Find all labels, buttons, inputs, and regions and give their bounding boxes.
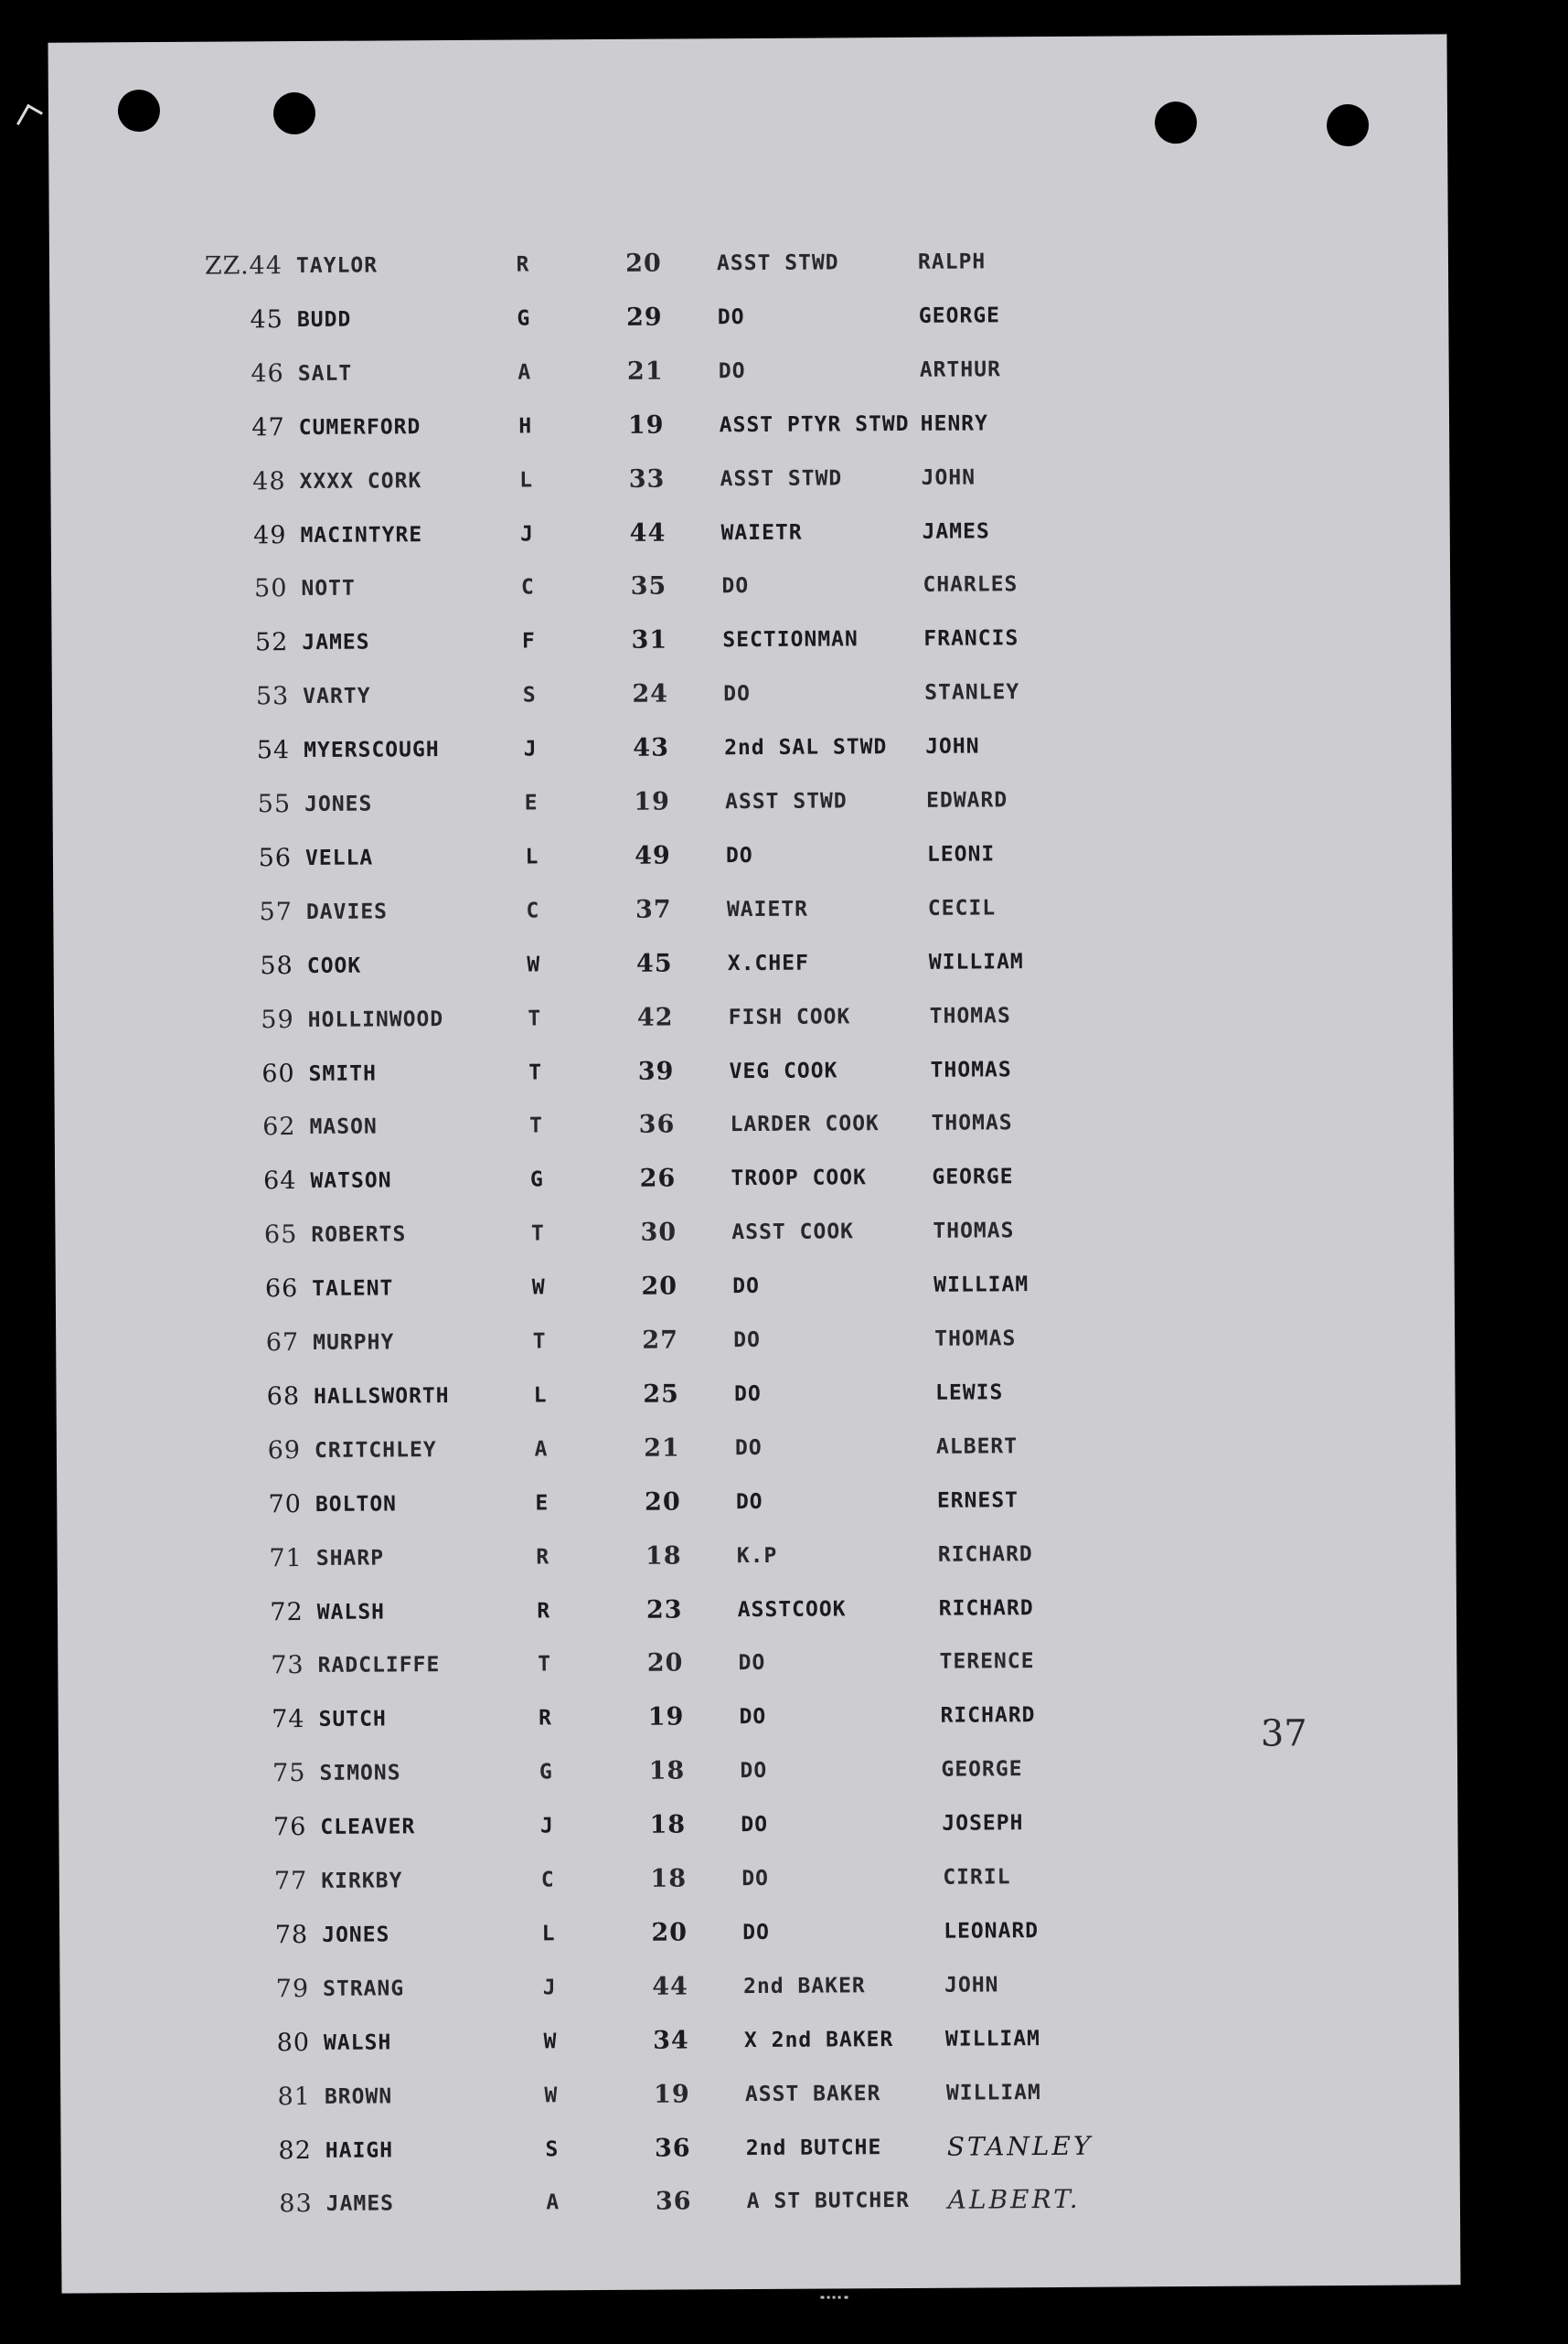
- age: 18: [650, 1864, 688, 1893]
- age: 21: [644, 1433, 680, 1463]
- surname: VELLA: [304, 846, 374, 870]
- crew-row: [68, 1425, 1467, 1470]
- rating: SECTIONMAN: [722, 627, 859, 653]
- punch-hole: [118, 90, 160, 132]
- first-name: ARTHUR: [919, 357, 1001, 382]
- rating: DO: [734, 1381, 762, 1407]
- row-number: 69: [267, 1435, 302, 1465]
- initial: J: [523, 737, 538, 762]
- rating: ASST STWD: [716, 250, 839, 276]
- crew-row: [67, 1371, 1466, 1416]
- age: 19: [654, 2080, 690, 2109]
- age: 35: [630, 571, 667, 602]
- row-number: 57: [259, 897, 293, 927]
- crew-row: [63, 1156, 1462, 1201]
- crew-row: [80, 2179, 1478, 2224]
- crew-row: [69, 1533, 1468, 1578]
- surname: CUMERFORD: [298, 414, 421, 440]
- initial: T: [530, 1221, 545, 1246]
- crew-row: [64, 1209, 1463, 1254]
- row-number: 46: [251, 358, 284, 389]
- row-number: 50: [253, 574, 288, 603]
- first-name: WILLIAM: [945, 2080, 1041, 2105]
- rating: DO: [742, 1920, 770, 1944]
- initial: T: [528, 1007, 542, 1031]
- first-name: STANLEY: [946, 2130, 1093, 2162]
- surname: TALENT: [312, 1276, 394, 1302]
- first-name: JOHN: [921, 465, 976, 490]
- row-number: 72: [270, 1597, 304, 1626]
- surname: JAMES: [325, 2191, 395, 2217]
- crew-row: [53, 456, 1452, 501]
- first-name: RICHARD: [940, 1703, 1036, 1729]
- initial: J: [520, 521, 535, 547]
- age: 43: [633, 733, 670, 762]
- age: 18: [649, 1810, 687, 1839]
- first-name: ERNEST: [936, 1487, 1019, 1513]
- surname: SHARP: [315, 1546, 385, 1571]
- surname: JONES: [322, 1923, 390, 1947]
- row-number: 54: [256, 736, 291, 765]
- crew-row: [59, 887, 1458, 932]
- age: 19: [627, 410, 665, 440]
- initial: R: [539, 1706, 553, 1731]
- row-number: 70: [268, 1489, 302, 1518]
- age: 39: [637, 1057, 675, 1086]
- first-name: LEONARD: [944, 1919, 1040, 1944]
- age: 19: [634, 787, 670, 816]
- first-name: CECIL: [927, 896, 997, 921]
- initial: W: [544, 2083, 559, 2108]
- age: 34: [653, 2026, 689, 2055]
- rating: DO: [732, 1274, 761, 1299]
- initial: C: [526, 899, 540, 923]
- rating: DO: [734, 1435, 763, 1460]
- first-name: RALPH: [917, 250, 987, 274]
- first-name: CHARLES: [923, 572, 1019, 598]
- surname: CRITCHLEY: [314, 1437, 437, 1463]
- surname: JAMES: [302, 630, 370, 655]
- initial: C: [520, 575, 535, 600]
- age: 26: [639, 1164, 677, 1194]
- crew-row: [76, 1964, 1475, 2008]
- crew-row: [59, 833, 1457, 878]
- row-number: 68: [266, 1381, 301, 1412]
- age: 23: [645, 1594, 683, 1625]
- first-name: GEORGE: [941, 1757, 1023, 1782]
- first-name: LEONI: [926, 842, 996, 867]
- page-number: 37: [1260, 1712, 1307, 1755]
- rating: ASSTCOOK: [737, 1596, 847, 1622]
- rating: FISH COOK: [728, 1004, 851, 1029]
- surname: COOK: [306, 954, 362, 978]
- first-name: ALBERT.: [947, 2184, 1081, 2216]
- initial: E: [535, 1491, 549, 1516]
- first-name: CIRIL: [943, 1865, 1011, 1890]
- initial: H: [518, 414, 533, 439]
- rating: DO: [733, 1327, 761, 1353]
- first-name: STANLEY: [924, 680, 1020, 706]
- initial: C: [540, 1868, 555, 1892]
- crew-row: [53, 510, 1452, 555]
- initial: A: [534, 1437, 549, 1462]
- row-number: 76: [272, 1813, 307, 1842]
- row-number: 74: [272, 1705, 305, 1734]
- row-number: 59: [261, 1005, 294, 1034]
- age: 19: [647, 1702, 685, 1732]
- initial: L: [533, 1383, 548, 1408]
- surname: WALSH: [323, 2030, 392, 2055]
- surname: SUTCH: [318, 1707, 387, 1732]
- crew-row: [77, 2018, 1476, 2062]
- first-name: ALBERT: [935, 1434, 1019, 1459]
- row-number: 79: [275, 1974, 310, 2004]
- age: 21: [626, 357, 664, 386]
- first-name: TERENCE: [939, 1649, 1035, 1675]
- crew-row: [61, 995, 1460, 1039]
- age: 29: [625, 303, 663, 332]
- rating: DO: [735, 1489, 763, 1514]
- rating: 2nd BAKER: [743, 1974, 866, 1998]
- rating: DO: [718, 358, 746, 384]
- surname: BROWN: [324, 2084, 393, 2109]
- row-number: 83: [279, 2190, 313, 2219]
- row-number: 80: [276, 2028, 311, 2057]
- row-number: 71: [269, 1543, 303, 1572]
- age: 20: [645, 1487, 681, 1517]
- row-number: 45: [250, 305, 283, 335]
- row-number: 62: [262, 1113, 296, 1142]
- initial: J: [542, 1976, 557, 2000]
- first-name: RICHARD: [937, 1541, 1033, 1567]
- age: 27: [642, 1326, 679, 1355]
- first-name: THOMAS: [929, 1003, 1011, 1028]
- rating: DO: [738, 1651, 766, 1676]
- first-name: THOMAS: [933, 1219, 1015, 1243]
- first-name: JOHN: [925, 734, 980, 759]
- crew-row: [51, 348, 1450, 393]
- age: 49: [635, 841, 671, 870]
- age: 44: [629, 518, 667, 548]
- rating: DO: [739, 1705, 767, 1730]
- age: 31: [631, 625, 668, 655]
- surname: MASON: [309, 1114, 378, 1140]
- first-name: HENRY: [920, 411, 989, 436]
- row-number: 81: [277, 2082, 312, 2111]
- surname: XXXX CORK: [299, 468, 422, 494]
- punch-hole: [273, 92, 315, 134]
- crew-row: [66, 1317, 1465, 1362]
- initial: S: [545, 2136, 560, 2161]
- rating: ASST COOK: [731, 1220, 855, 1245]
- surname: RADCLIFFE: [317, 1653, 441, 1678]
- crew-row: [55, 618, 1454, 663]
- crew-row: [71, 1641, 1470, 1686]
- surname: WATSON: [310, 1168, 392, 1194]
- surname: BOLTON: [315, 1492, 398, 1517]
- bottom-stamp-mark: [821, 2296, 848, 2311]
- initial: T: [532, 1329, 547, 1354]
- row-number: 55: [257, 790, 292, 819]
- crew-row: [62, 1103, 1461, 1147]
- rating: ASST BAKER: [744, 2081, 881, 2106]
- crew-row: [78, 2072, 1477, 2116]
- surname: TAYLOR: [295, 253, 379, 279]
- crew-row: [79, 2126, 1477, 2170]
- row-number: 56: [258, 843, 293, 873]
- row-number: 78: [274, 1920, 309, 1950]
- crew-row: [75, 1910, 1474, 1955]
- row-number: 75: [272, 1759, 306, 1788]
- first-name: FRANCIS: [923, 626, 1019, 652]
- first-name: JAMES: [922, 518, 990, 544]
- crew-row: [50, 294, 1449, 339]
- row-number: 58: [260, 951, 293, 980]
- rating: DO: [717, 304, 745, 330]
- initial: G: [539, 1760, 553, 1785]
- initial: A: [546, 2190, 560, 2215]
- crew-row: [56, 671, 1455, 716]
- rating: LARDER COOK: [730, 1112, 880, 1137]
- crew-row: [72, 1748, 1471, 1793]
- age: 20: [625, 249, 662, 278]
- surname: MURPHY: [313, 1330, 395, 1355]
- rating: DO: [721, 574, 750, 599]
- age: 18: [645, 1541, 682, 1571]
- initial: T: [538, 1652, 552, 1677]
- first-name: JOSEPH: [942, 1811, 1024, 1836]
- initial: L: [541, 1922, 556, 1946]
- initial: W: [527, 953, 541, 977]
- age: 44: [652, 1972, 688, 2001]
- rating: DO: [741, 1813, 769, 1838]
- first-name: THOMAS: [931, 1111, 1013, 1136]
- age: 20: [641, 1272, 678, 1301]
- row-number: 66: [264, 1274, 299, 1304]
- rating: 2nd BUTCHE: [745, 2135, 882, 2160]
- crew-row: [52, 402, 1451, 447]
- age: 25: [643, 1380, 679, 1409]
- rating: WAIETR: [720, 520, 803, 545]
- age: 37: [635, 895, 672, 924]
- initial: G: [529, 1167, 544, 1192]
- document-page: [48, 34, 1460, 2293]
- initial: A: [517, 360, 532, 385]
- surname: WALSH: [316, 1599, 386, 1625]
- first-name: JOHN: [944, 1973, 999, 1998]
- age: 20: [646, 1648, 684, 1678]
- row-number: ZZ.44: [204, 251, 283, 281]
- crew-row: [58, 779, 1456, 824]
- row-number: 52: [254, 628, 289, 657]
- age: 36: [654, 2133, 691, 2163]
- crew-row: [65, 1263, 1464, 1308]
- surname: JONES: [304, 792, 373, 816]
- initial: S: [522, 683, 537, 708]
- row-number: 65: [263, 1220, 298, 1250]
- surname: KIRKBY: [321, 1869, 403, 1893]
- initial: R: [537, 1598, 551, 1623]
- rating: X.CHEF: [727, 951, 809, 975]
- surname: HOLLINWOOD: [307, 1007, 444, 1032]
- surname: VARTY: [303, 684, 371, 709]
- rating: K.P: [736, 1543, 778, 1568]
- initial: E: [524, 791, 539, 815]
- surname: BUDD: [296, 307, 352, 332]
- row-number: 82: [278, 2136, 312, 2165]
- initial: T: [529, 1113, 544, 1138]
- initial: L: [525, 845, 539, 869]
- rating: ASST STWD: [720, 465, 843, 491]
- age: 24: [632, 679, 669, 709]
- row-number: 73: [271, 1651, 304, 1680]
- row-number: 64: [262, 1167, 297, 1196]
- crew-row: [60, 941, 1459, 986]
- surname: SALT: [297, 361, 353, 386]
- age: 42: [636, 1003, 674, 1032]
- first-name: THOMAS: [930, 1057, 1012, 1082]
- row-number: 77: [273, 1867, 308, 1896]
- initial: T: [528, 1060, 543, 1085]
- rating: DO: [725, 843, 753, 868]
- crew-row: [70, 1587, 1469, 1632]
- row-number: 60: [261, 1059, 295, 1088]
- rating: ASST PTYR STWD: [719, 411, 910, 437]
- surname: HALLSWORTH: [314, 1383, 450, 1409]
- surname: STRANG: [323, 1976, 405, 2001]
- rating: DO: [723, 682, 752, 707]
- age: 20: [651, 1918, 688, 1947]
- initial: R: [516, 252, 530, 277]
- surname: MACINTYRE: [300, 522, 423, 548]
- surname: ROBERTS: [311, 1222, 407, 1248]
- initial: W: [543, 2030, 558, 2054]
- rating: TROOP COOK: [731, 1166, 868, 1191]
- rating: ASST STWD: [725, 789, 848, 815]
- initial: G: [517, 306, 531, 331]
- crew-row: [62, 1049, 1461, 1093]
- crew-row: [69, 1479, 1467, 1524]
- rating: WAIETR: [726, 897, 809, 922]
- row-number: 67: [265, 1328, 300, 1358]
- first-name: THOMAS: [934, 1326, 1017, 1351]
- first-name: RICHARD: [938, 1595, 1034, 1621]
- crew-row: [54, 564, 1453, 609]
- rating: DO: [741, 1866, 770, 1891]
- surname: MYERSCOUGH: [304, 738, 440, 763]
- surname: SIMONS: [319, 1761, 401, 1786]
- row-number: 49: [253, 520, 287, 549]
- surname: DAVIES: [305, 900, 389, 924]
- row-number: 53: [255, 682, 290, 711]
- age: 30: [640, 1218, 677, 1247]
- initial: W: [531, 1275, 546, 1300]
- row-number: 48: [252, 466, 286, 495]
- punch-hole: [1155, 101, 1197, 144]
- crew-list: [48, 34, 1446, 2219]
- age: 36: [638, 1110, 676, 1140]
- rating: X 2nd BAKER: [743, 2027, 894, 2052]
- punch-hole: [1327, 104, 1369, 146]
- rating: DO: [740, 1759, 768, 1784]
- surname: HAIGH: [325, 2137, 394, 2163]
- initial: J: [539, 1814, 554, 1838]
- corner-tear-mark: [16, 104, 43, 133]
- row-number: 47: [251, 412, 285, 442]
- age: 18: [648, 1756, 686, 1785]
- rating: VEG COOK: [729, 1058, 838, 1083]
- surname: NOTT: [301, 577, 356, 602]
- age: 45: [635, 949, 673, 978]
- first-name: EDWARD: [925, 788, 1008, 813]
- crew-row: [49, 240, 1448, 285]
- surname: CLEAVER: [320, 1815, 416, 1840]
- crew-row: [73, 1802, 1472, 1847]
- first-name: WILLIAM: [944, 2026, 1041, 2051]
- first-name: GEORGE: [932, 1165, 1014, 1190]
- initial: R: [536, 1544, 550, 1570]
- rating: A ST BUTCHER: [746, 2189, 910, 2214]
- age: 33: [628, 464, 666, 494]
- rating: 2nd SAL STWD: [724, 735, 888, 761]
- first-name: GEORGE: [918, 304, 1001, 328]
- crew-row: [74, 1856, 1473, 1901]
- crew-row: [57, 725, 1456, 770]
- age: 36: [655, 2187, 692, 2217]
- first-name: LEWIS: [935, 1380, 1004, 1405]
- first-name: WILLIAM: [928, 949, 1024, 975]
- initial: L: [519, 468, 534, 493]
- surname: SMITH: [308, 1061, 377, 1086]
- first-name: WILLIAM: [933, 1273, 1029, 1297]
- initial: F: [521, 629, 536, 654]
